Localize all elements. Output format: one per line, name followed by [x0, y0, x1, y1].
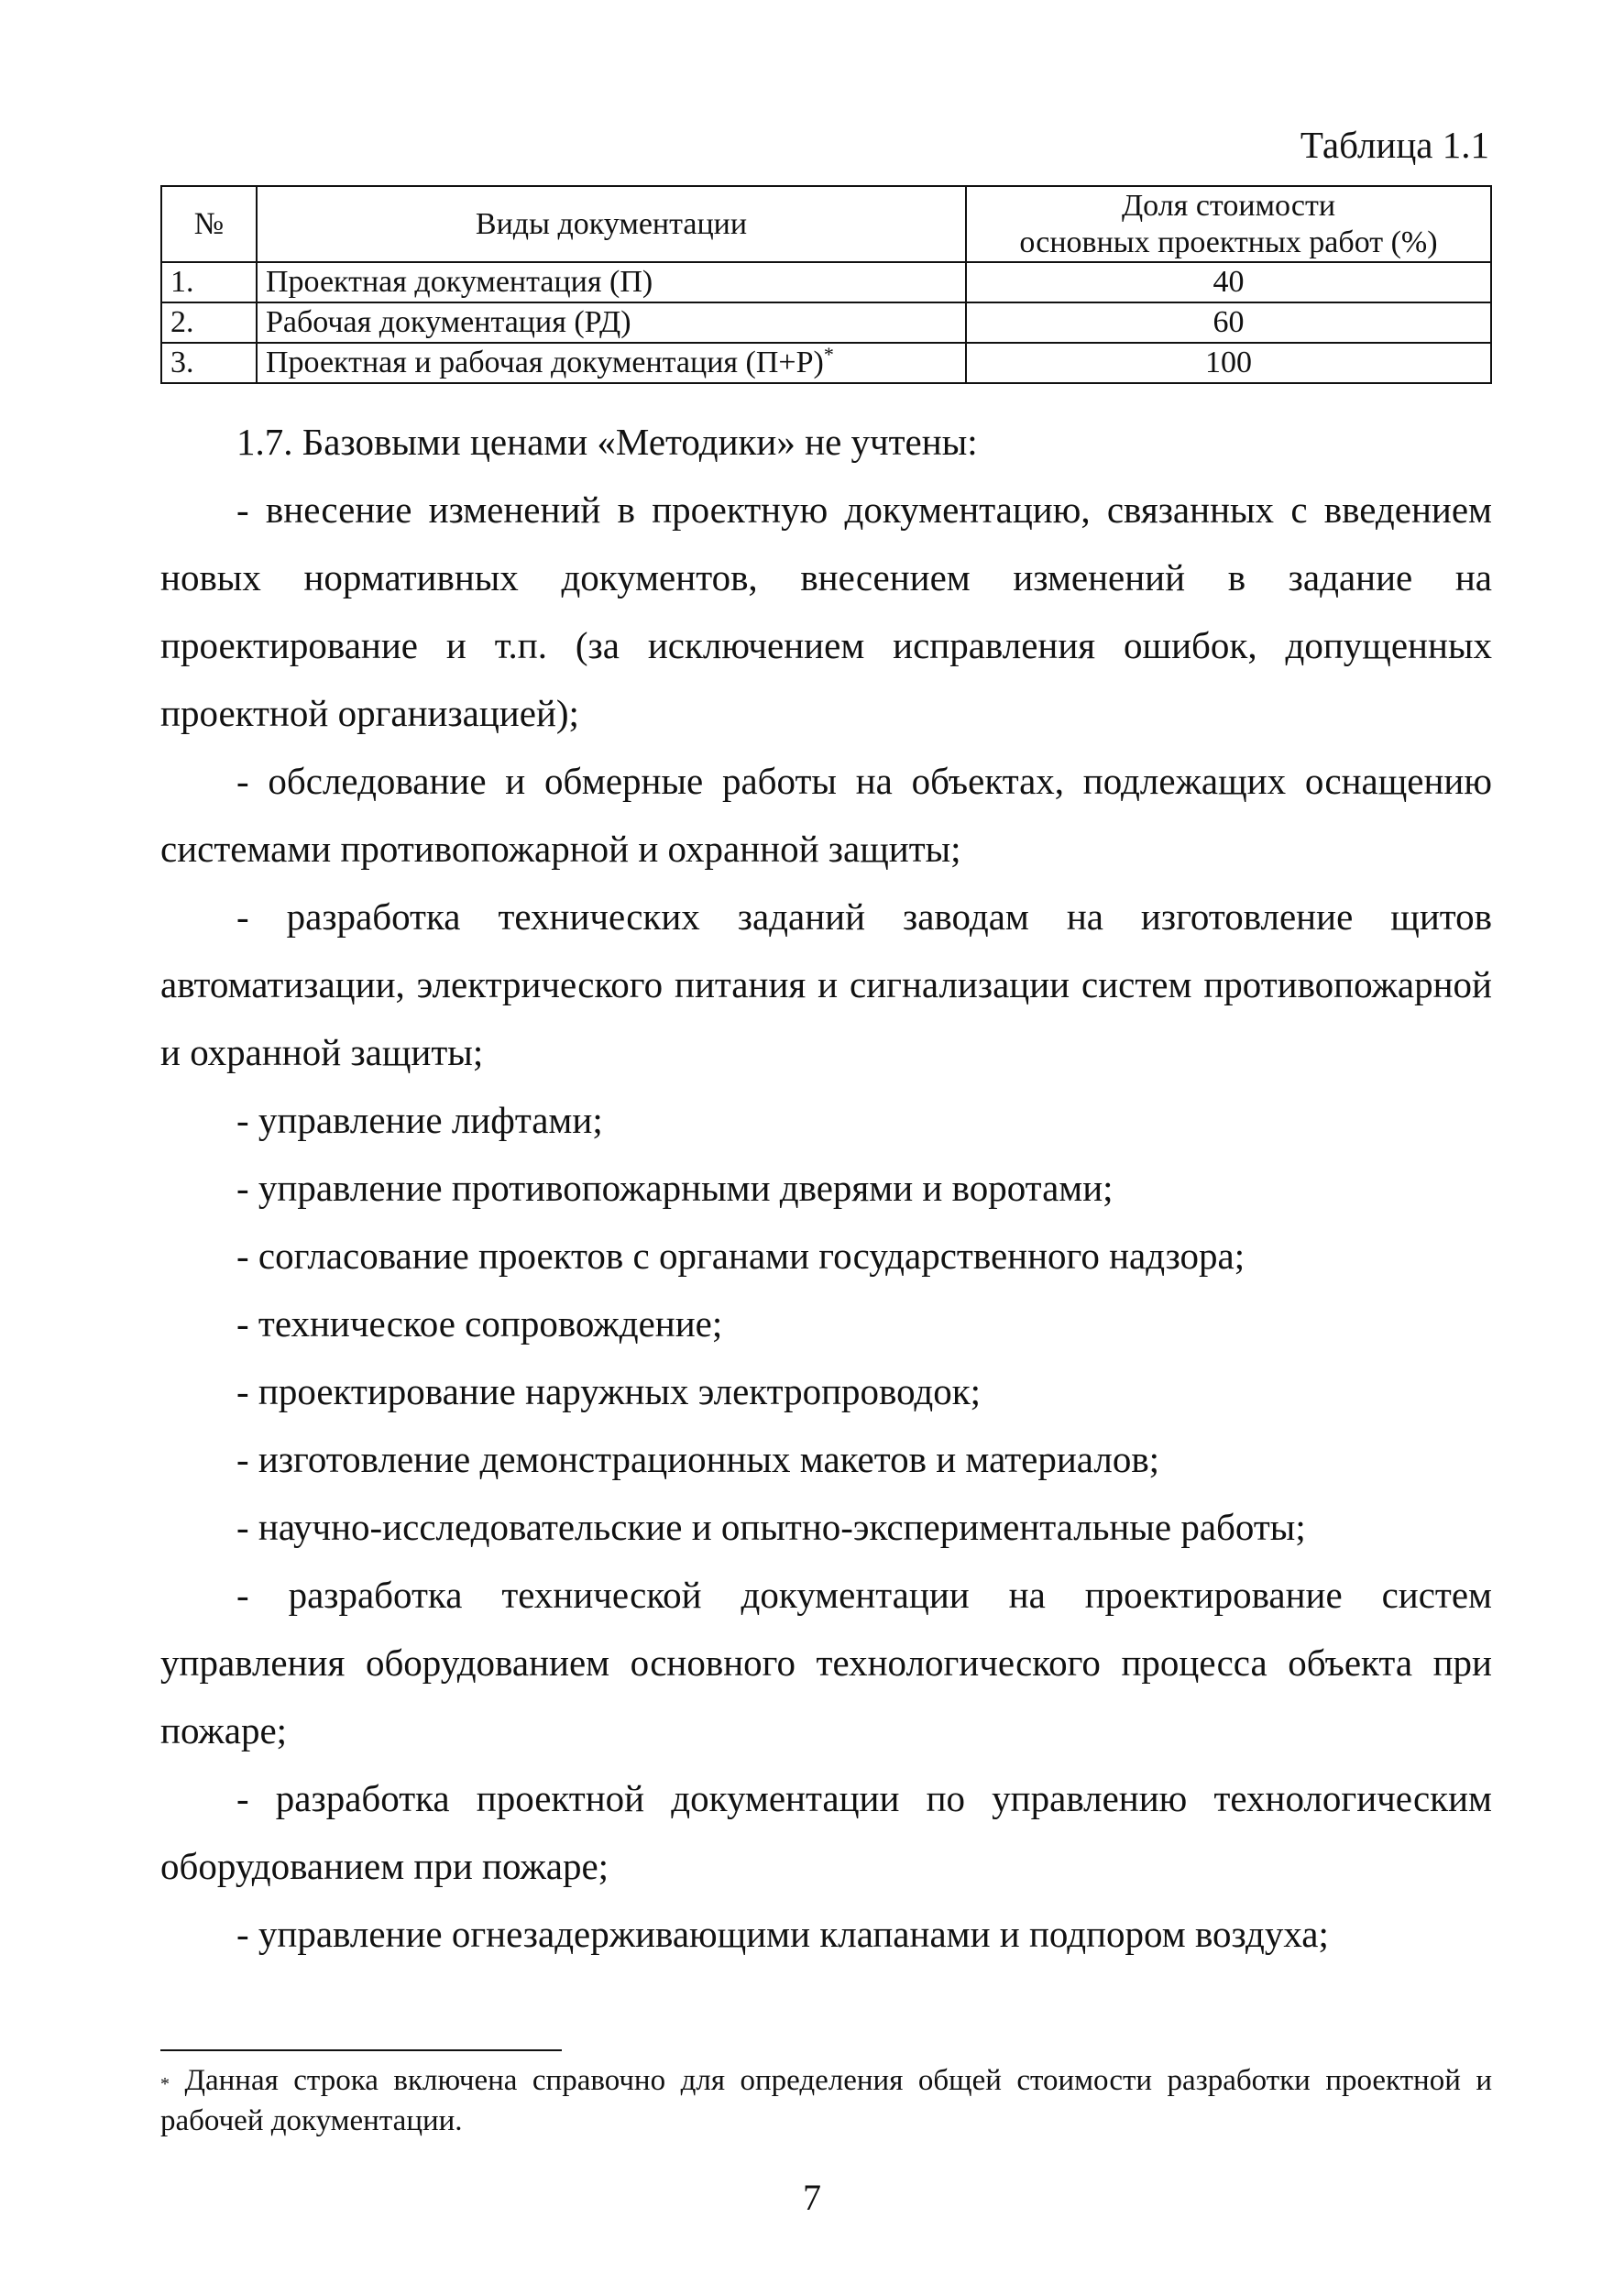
documentation-cost-table: [160, 185, 1492, 384]
list-item: - согласование проектов с органами государственного надзора;: [236, 1235, 1245, 1277]
footnote-marker: *: [823, 343, 834, 367]
page-number: 7: [803, 2177, 821, 2218]
table-header-row: [161, 186, 1491, 262]
list-item: - изготовление демонстрационных макетов и материалов;: [236, 1438, 1160, 1480]
row-cost-share: 100: [966, 343, 1491, 383]
row-cost-share: 60: [966, 302, 1491, 343]
list-item: - управление лифтами;: [236, 1099, 603, 1141]
body-text: [160, 408, 1492, 1968]
row-doc-type: Рабочая документация (РД): [257, 302, 966, 343]
header-cost-share: [966, 186, 1491, 262]
section-heading-paragraph: 1.7. Базовыми ценами «Методики» не учтены:: [236, 421, 978, 463]
list-item: - внесение изменений в проектную документацию, связанных с введением новых нормативных документов, внесением изменений в задание на проектирование и т.п. (за исключением исправления ошибок, допущенных проектной организацией);: [160, 489, 1492, 734]
list-item: - управление огнезадерживающими клапанами и подпором воздуха;: [236, 1913, 1329, 1955]
list-item: - разработка проектной документации по управлению технологическим оборудованием при пожаре;: [160, 1777, 1492, 1887]
table-row: [161, 343, 1491, 383]
footnote-divider: [160, 2049, 562, 2051]
row-num: 2.: [161, 302, 257, 343]
list-item: - управление противопожарными дверями и воротами;: [236, 1167, 1114, 1209]
header-cost-share-line1: Доля стоимости: [1121, 189, 1336, 224]
row-num: 3.: [161, 343, 257, 383]
row-doc-type-text: Проектная и рабочая документация (П+Р): [266, 346, 824, 380]
table-caption: Таблица 1.1: [1300, 124, 1489, 166]
row-cost-share: 40: [966, 262, 1491, 302]
list-item: - техническое сопровождение;: [236, 1302, 723, 1345]
table-row: [161, 302, 1491, 343]
row-doc-type: [257, 343, 966, 383]
list-item: - разработка технической документации на проектирование систем управления оборудованием основного технологического процесса объекта при пожаре;: [160, 1574, 1492, 1751]
header-num: №: [161, 186, 257, 262]
list-item: - разработка технических заданий заводам на изготовление щитов автоматизации, электрического питания и сигнализации систем противопожарной и охранной защиты;: [160, 895, 1492, 1073]
header-doc-type: Виды документации: [257, 186, 966, 262]
footnote-mark: *: [160, 2074, 170, 2094]
row-num: 1.: [161, 262, 257, 302]
row-doc-type: Проектная документация (П): [257, 262, 966, 302]
footnote: [160, 2060, 1492, 2141]
header-cost-share-line2: основных проектных работ (%): [1019, 225, 1438, 259]
list-item: - научно-исследовательские и опытно-экспериментальные работы;: [236, 1506, 1306, 1548]
table-row: [161, 262, 1491, 302]
list-item: - обследование и обмерные работы на объектах, подлежащих оснащению системами противопожарной и охранной защиты;: [160, 760, 1492, 870]
list-item: - проектирование наружных электропроводок;: [236, 1370, 982, 1412]
footnote-text: Данная строка включена справочно для определения общей стоимости разработки проектной и рабочей документации.: [160, 2064, 1492, 2137]
